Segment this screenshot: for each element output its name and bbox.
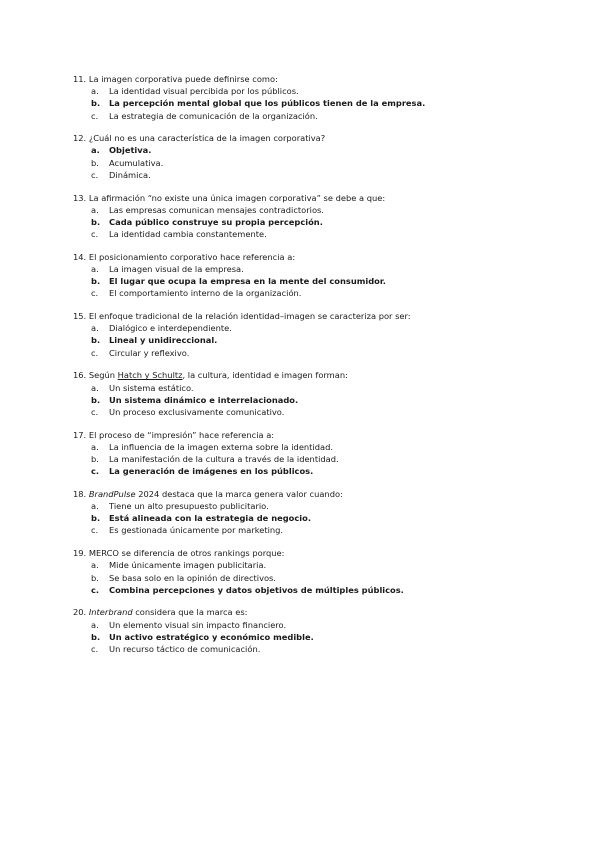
option-c-correct (73, 465, 573, 477)
option-letter: c. (91, 466, 100, 477)
option-letter: b. (91, 276, 101, 287)
question-number: 11. (73, 74, 87, 84)
question-18 (73, 488, 573, 537)
option-text: El comportamiento interno de la organización. (109, 288, 302, 299)
question-15 (73, 310, 573, 359)
question-list (73, 73, 573, 666)
option-b-correct (73, 275, 573, 287)
stem-text-rest: 2024 destaca que la marca genera valor cuando: (135, 488, 343, 499)
option-letter: a. (91, 145, 100, 156)
option-letter: b. (91, 335, 101, 346)
option-text: La influencia de la imagen externa sobre la identidad. (109, 441, 333, 452)
option-b-correct (73, 631, 573, 643)
question-14 (73, 251, 573, 300)
question-stem (73, 429, 573, 441)
option-a (73, 263, 573, 275)
option-text: El lugar que ocupa la empresa en la mente del consumidor. (109, 276, 386, 287)
question-number: 12. (73, 133, 87, 144)
option-letter: b. (91, 216, 101, 227)
option-a (73, 85, 573, 97)
option-a (73, 619, 573, 631)
question-19 (73, 547, 573, 596)
option-text: Un activo estratégico y económico medible. (109, 631, 314, 642)
option-a (73, 441, 573, 453)
question-stem (73, 310, 573, 322)
option-b-correct (73, 97, 573, 109)
stem-text: La imagen corporativa puede definirse como: (88, 74, 278, 84)
option-text: Es gestionada únicamente por marketing. (109, 525, 284, 536)
question-stem (73, 132, 573, 144)
question-number: 17. (73, 429, 87, 440)
option-letter: a. (91, 619, 99, 630)
option-c (73, 169, 573, 181)
stem-text: El proceso de “impresión” hace referencia a: (88, 429, 275, 440)
option-b (73, 453, 573, 465)
question-stem (73, 73, 573, 85)
question-number: 18. (73, 488, 87, 499)
option-b (73, 157, 573, 169)
option-c (73, 524, 573, 536)
option-text: La estrategia de comunicación de la organización. (109, 110, 318, 121)
option-c (73, 406, 573, 418)
option-letter: a. (91, 323, 99, 334)
option-b-correct (73, 394, 573, 406)
option-text: Acumulativa. (109, 157, 164, 168)
option-text: La imagen visual de la empresa. (109, 264, 244, 274)
author-link: Hatch y Schultz (117, 370, 183, 381)
option-letter: b. (91, 98, 101, 109)
option-text: Está alineada con la estrategia de negocio. (109, 513, 311, 524)
option-letter: a. (91, 382, 99, 393)
question-stem (73, 547, 573, 559)
question-stem (73, 192, 573, 204)
option-text: Se basa solo en la opinión de directivos. (109, 572, 277, 583)
option-text: La percepción mental global que los públicos tienen de la empresa. (109, 98, 426, 109)
option-a (73, 204, 573, 216)
option-b-correct (73, 216, 573, 228)
option-letter: a. (91, 204, 99, 215)
option-text: La manifestación de la cultura a través de la identidad. (109, 453, 339, 464)
brand-name: BrandPulse (88, 488, 136, 499)
stem-text: MERCO se diferencia de otros rankings porque: (88, 548, 285, 559)
option-text: Las empresas comunican mensajes contradictorios. (109, 204, 324, 215)
option-b (73, 572, 573, 584)
option-letter: a. (91, 86, 99, 97)
option-text: Mide únicamente imagen publicitaria. (109, 560, 267, 571)
option-a (73, 500, 573, 512)
option-c (73, 228, 573, 240)
option-text: La identidad cambia constantemente. (109, 229, 267, 240)
question-number: 19. (73, 548, 87, 559)
option-letter: a. (91, 264, 99, 274)
question-13 (73, 192, 573, 241)
option-a-correct (73, 144, 573, 156)
option-text: Lineal y unidireccional. (109, 335, 218, 346)
question-stem (73, 606, 573, 618)
option-letter: b. (91, 394, 101, 405)
option-letter: b. (91, 453, 99, 464)
stem-text: El enfoque tradicional de la relación identidad–imagen se caracteriza por ser: (88, 311, 411, 322)
option-text: Dialógico e interdependiente. (109, 323, 232, 334)
option-letter: c. (91, 643, 99, 654)
question-17 (73, 429, 573, 478)
option-letter: b. (91, 513, 101, 524)
option-letter: c. (91, 288, 99, 299)
option-text: Un sistema dinámico e interrelacionado. (109, 394, 299, 405)
option-c (73, 110, 573, 122)
option-letter: c. (91, 406, 99, 417)
question-number: 16. (73, 370, 87, 381)
option-text: Un elemento visual sin impacto financiero. (109, 619, 287, 630)
question-12 (73, 132, 573, 181)
option-letter: c. (91, 525, 99, 536)
option-a (73, 322, 573, 334)
question-number: 13. (73, 192, 87, 203)
option-letter: b. (91, 572, 99, 583)
option-text: Objetiva. (109, 145, 152, 156)
option-letter: c. (91, 169, 99, 180)
stem-text: ¿Cuál no es una característica de la imagen corporativa? (88, 133, 326, 144)
option-letter: b. (91, 157, 99, 168)
option-letter: c. (91, 229, 99, 240)
option-text: La identidad visual percibida por los públicos. (109, 86, 299, 97)
stem-text: El posicionamiento corporativo hace referencia a: (88, 251, 296, 262)
question-stem (73, 251, 573, 263)
question-number: 14. (73, 251, 87, 262)
option-c-correct (73, 584, 573, 596)
question-stem (73, 488, 573, 500)
question-number: 15. (73, 311, 87, 322)
option-a (73, 559, 573, 571)
option-text: La generación de imágenes en los públicos. (109, 466, 314, 477)
option-text: Un proceso exclusivamente comunicativo. (109, 406, 285, 417)
option-letter: a. (91, 441, 99, 452)
option-text: Tiene un alto presupuesto publicitario. (109, 501, 269, 512)
option-c (73, 347, 573, 359)
question-number: 20. (73, 607, 87, 618)
option-text: Circular y reflexivo. (109, 347, 190, 358)
stem-text-rest: , la cultura, identidad e imagen forman: (182, 370, 348, 381)
brand-name: Interbrand (88, 607, 133, 618)
option-letter: a. (91, 560, 99, 571)
option-letter: c. (91, 110, 99, 121)
stem-text-rest: considera que la marca es: (132, 607, 248, 618)
option-letter: c. (91, 584, 100, 595)
option-text: Un recurso táctico de comunicación. (109, 643, 261, 654)
option-letter: c. (91, 347, 99, 358)
option-text: Combina percepciones y datos objetivos de múltiples públicos. (109, 584, 404, 595)
option-letter: b. (91, 631, 101, 642)
option-a (73, 382, 573, 394)
option-text: Un sistema estático. (109, 382, 194, 393)
question-stem (73, 369, 573, 381)
stem-text: Según (88, 370, 118, 381)
option-c (73, 643, 573, 655)
question-20 (73, 606, 573, 655)
option-b-correct (73, 512, 573, 524)
option-c (73, 287, 573, 299)
option-text: Cada público construye su propia percepción. (109, 216, 323, 227)
option-letter: a. (91, 501, 99, 512)
question-11 (73, 73, 573, 122)
option-text: Dinámica. (109, 169, 151, 180)
question-16 (73, 369, 573, 418)
option-b-correct (73, 334, 573, 346)
stem-text: La afirmación “no existe una única imagen corporativa” se debe a que: (88, 192, 386, 203)
